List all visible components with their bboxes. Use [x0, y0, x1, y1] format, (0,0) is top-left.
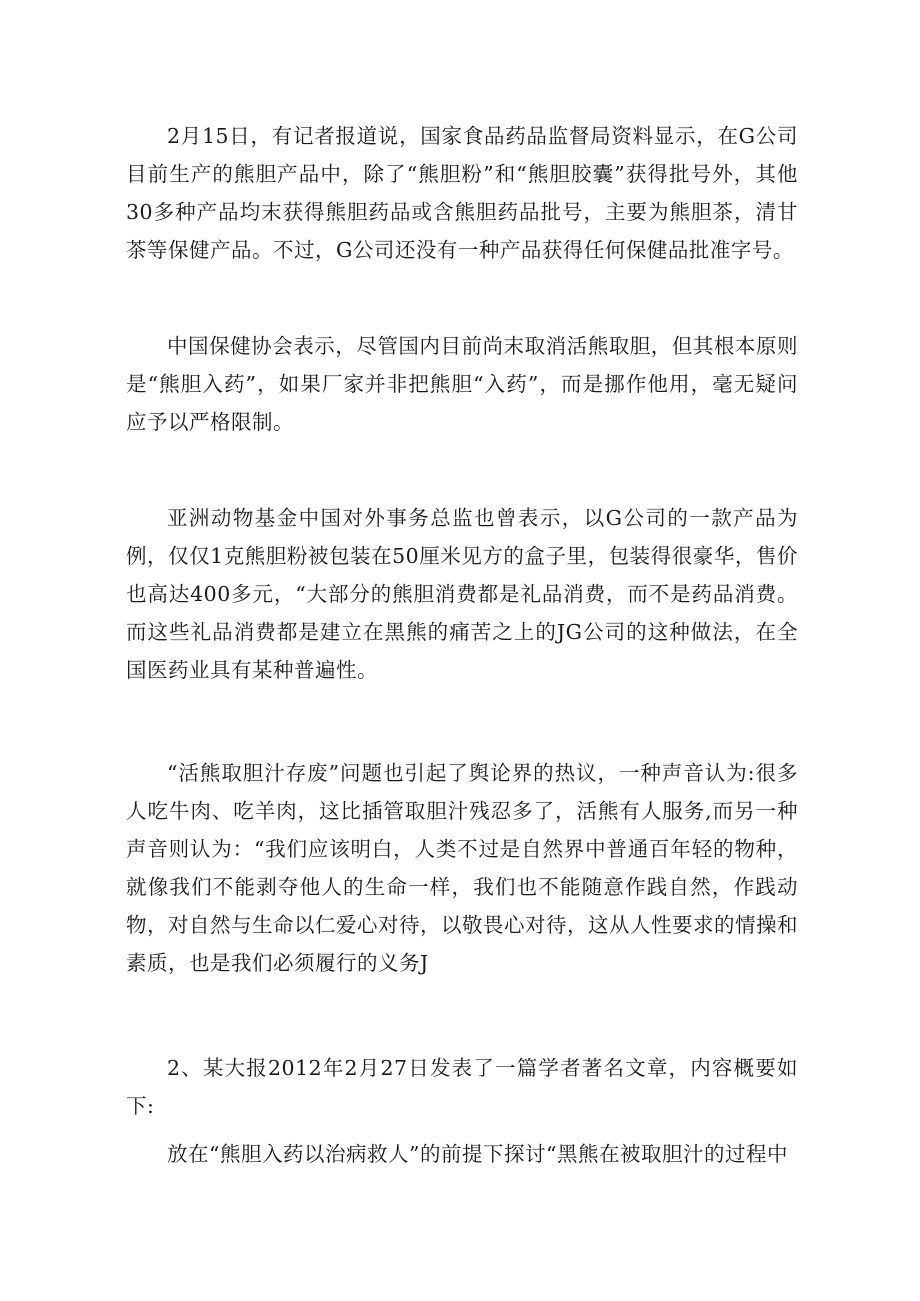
- paragraph-public-debate: “活熊取胆汁存废”问题也引起了舆论界的热议，一种声音认为:很多人吃牛肉、吃羊肉，这比插管取胆汁残忍多了，活熊有人服务,而另一种声音则认为：“我们应该明白，人类不过是自然界中普通百年轻的物种，就像我们不能剥夺他人的生命一样，我们也不能随意作践自然，作践动物，对自然与生命以仁爱心对待，以敬畏心对待，这从人性要求的情操和素质，也是我们必须履行的义务J: [126, 761, 798, 975]
- paragraph-animals-asia-statement: 亚洲动物基金中国对外事务总监也曾表示，以G公司的一款产品为例，仅仅1克熊胆粉被包装在50厘米见方的盒子里，包装得很豪华，售价也高达400多元，“大部分的熊胆消费都是礼品消费，而不是药品消费。而这些礼品消费都是建立在黑熊的痛苦之上的JG公司的这种做法，在全国医药业具有某种普遍性。: [126, 506, 798, 682]
- paragraph-report-g-company-products: 2月15日，有记者报道说，国家食品药品监督局资料显示，在G公司目前生产的熊胆产品中，除了“熊胆粉”和“熊胆胶囊”获得批号外，其他30多种产品均末获得熊胆药品或含熊胆药品批号，主要为熊胆茶，清甘茶等保健产品。不过，G公司还没有一种产品获得任何保健品批准字号。: [126, 124, 798, 262]
- paragraph-newspaper-article-intro: 2、某大报2012年2月27日发表了一篇学者著名文章，内容概要如下:: [126, 1056, 798, 1118]
- paragraph-health-association-statement: 中国保健协会表示，尽管国内目前尚末取消活熊取胆，但其根本原则是“熊胆入药”，如果厂家并非把熊胆“入药”，而是挪作他用，毫无疑问应予以严格限制。: [126, 334, 798, 434]
- paragraph-article-summary: 放在“熊胆入药以治病救人”的前提下探讨“黑熊在被取胆汁的过程中: [167, 1142, 788, 1166]
